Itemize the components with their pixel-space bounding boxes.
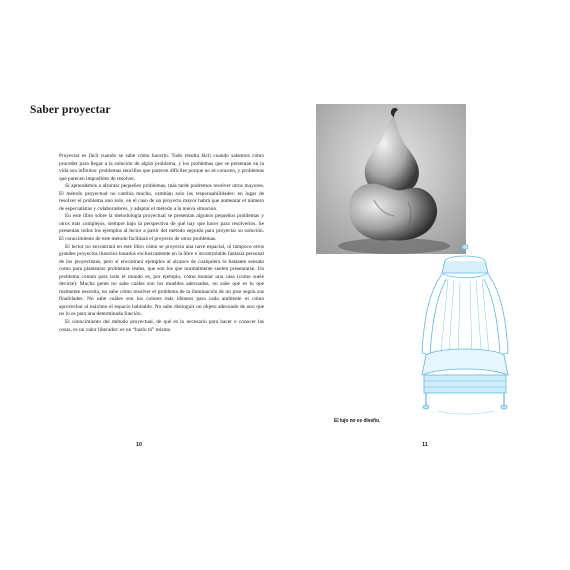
pear-photo [316, 104, 466, 254]
paragraph-2: Si aprendemos a afrontar pequeños problemas, más tarde podremos resolver otros mayores. El método proyectual no cambia mucho, cambian solo las responsabilidades: en lugar de resolver el problema uno solo, en el caso de un proyecto mayor habrá que aumentar el número de especialistas y colaboradores, y adaptar el método a la nueva situación. [59, 183, 264, 212]
page-number-right: 11 [422, 442, 428, 448]
paragraph-5: El conocimiento del método proyectual, de qué es lo necesario para hacer o conocer las cosas, es un valor liberador: es un “hazlo tú” mismo. [59, 319, 264, 333]
section-heading: Saber proyectar [30, 104, 111, 116]
page-number-left: 10 [136, 442, 143, 448]
paragraph-4: El lector no encontrará en este libro cómo se proyecta una nave espacial, ni tampoco otros grandes proyectos ilusorios basados exclusivamente en la libre e incontrolable fantasía personal de los proyectistas, pero sí encontrará ejemplos al alcance de cualquiera lo bastante sensato como para plantearse problemas reales, que son los que normalmente suelen presentarse. Un problema común para todo el mundo es, por ejemplo, cómo montar una casa (como suele decirse). Mucha gente no sabe cuáles son los muebles adecuados, no sabe qué es lo que realmente necesita, no sabe cómo resolver el problema de la iluminación de un piso según sus finalidades. No sabe cuáles son los colores más idóneos para cada ambiente ni cómo aprovechar al máximo el espacio habitable. No sabe distinguir un objeto adecuado de uno que no lo es para una determinada función. [59, 243, 264, 318]
body-text [59, 153, 264, 334]
paragraph-1: Proyectar es fácil cuando se sabe cómo hacerlo. Todo resulta fácil cuando sabemos cómo proceder para llegar a la solución de algún problema, y los problemas que se presentan en la vida son infinitos: problemas sencillos que parecen difíciles porque no se conocen, y problemas que parecen imposibles de resolver. [59, 153, 264, 182]
paragraph-3: En este libro sobre la metodología proyectual se presentan algunos pequeños problemas y otros más complejos, siempre bajo la perspectiva de qué hay que hacer para resolverlos. Se presentan todos los ejemplos al lector a partir del método seguido para proyectar su solución. El conocimiento de este método facilitará el proyecto de otros problemas. [59, 213, 264, 243]
image-caption: El lujo no es diseño. [334, 418, 381, 424]
pear-photo-icon [316, 104, 466, 254]
canopy-bed-illustration [418, 243, 513, 426]
right-page [285, 0, 570, 570]
canopy-bed-icon [418, 243, 513, 426]
